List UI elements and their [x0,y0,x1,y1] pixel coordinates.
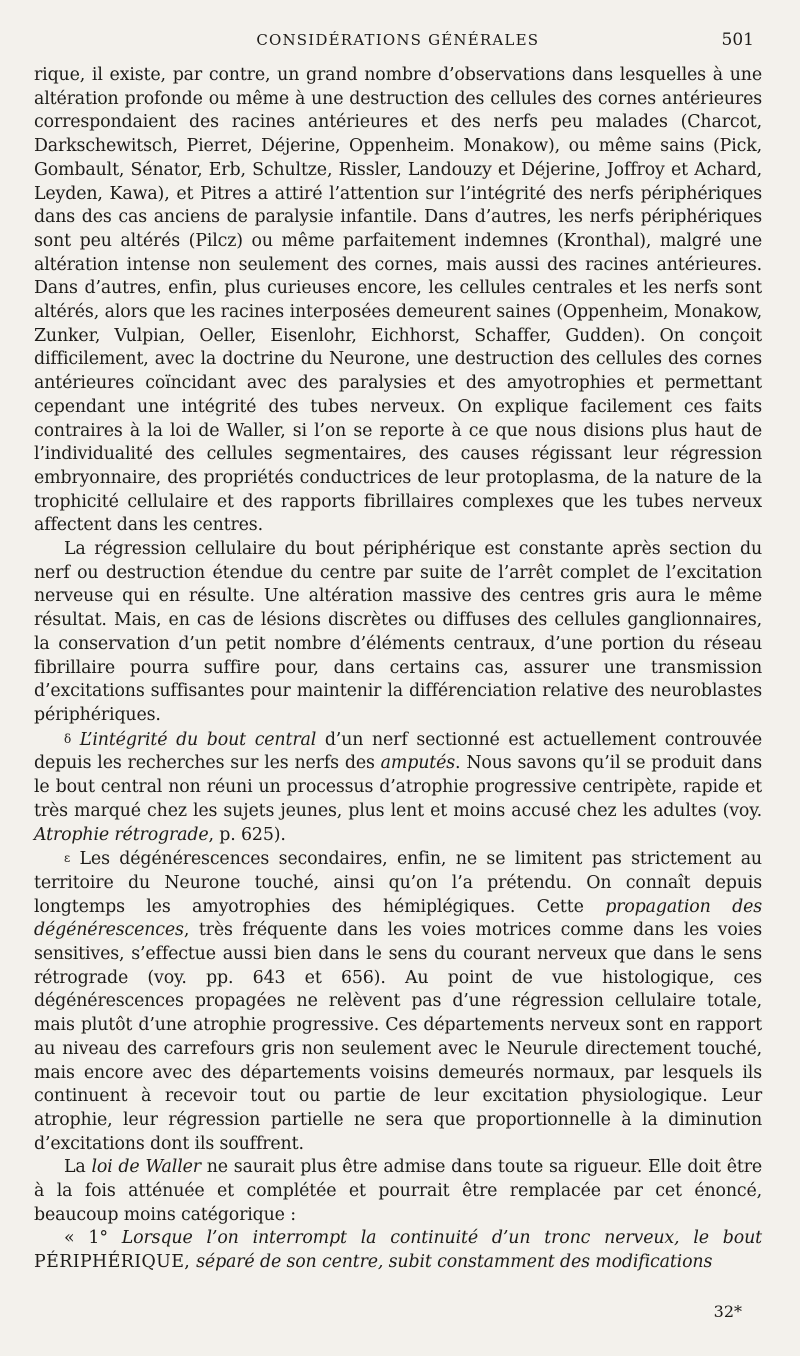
paragraph-5: La loi de Waller ne saurait plus être admise dans toute sa rigueur. Elle doit être à la fois atténuée et complétée et pourrait être remplacée par cet énoncé, beaucoup moins catégorique : [34,1157,762,1225]
paragraph-6: « 1° Lorsque l’on interrompt la continuité d’un tronc nerveux, le bout PÉRIPHÉRIQUE, séparé de son centre, subit constamment des modifications [34,1228,762,1273]
italic-term: propagation des dégénérescences [34,896,762,941]
italic-term: Atrophie rétrograde [34,824,209,845]
paragraph-4: ε Les dégénérescences secondaires, enfin, ne se limitent pas strictement au territoire du Neurone touché, ainsi qu’on l’a prétendu. On connaît depuis longtemps les amyotrophies des hémiplégiques. Cette propagation des dégénérescences, très fréquente dans les voies motrices comme dans les voies sensitives, s’effectue aussi bien dans le sens du courant nerveux que dans le sens rétrograde (voy. pp. 643 et 656). Au point de vue histologique, ces dégénérescences propagées ne relèvent pas d’une régression cellulaire totale, mais plutôt d’une atrophie progressive. Ces départements nerveux sont en rapport au niveau des carrefours gris non seulement avec le Neurule directement touché, mais encore avec des départements voisins demeurés normaux, par lesquels ils continuent à recevoir tout ou partie de leur excitation physiologique. Leur atrophie, leur régression partielle ne sera que proportionnelle à la diminution d’excitations dont ils souffrent. [34,849,762,1154]
paragraph-2: La régression cellulaire du bout périphérique est constante après section du nerf ou destruction étendue du centre par suite de l’arrêt complet de l’excitation nerveuse qui en résulte. Une altération massive des centres gris aura le même résultat. Mais, en cas de lésions discrètes ou diffuses des cellules ganglionnaires, la conservation d’un petit nombre d’éléments centraux, d’une portion du réseau fibrillaire pourra suffire pour, dans certains cas, assurer une transmission d’excitations suffisantes pour maintenir la différenciation relative des neuroblastes périphériques. [34,539,762,725]
paragraph-1: rique, il existe, par contre, un grand nombre d’observations dans lesquelles à une altération profonde ou même à une destruction des cellules des cornes antérieures correspondaient des racines antérieures et des nerfs peu malades (Charcot, Darkschewitsch, Pierret, Déjerine, Oppenheim. Monakow), ou même sains (Pick, Gombault, Sénator, Erb, Schultze, Rissler, Landouzy et Déjerine, Joffroy et Achard, Leyden, Kawa), et Pitres a attiré l’attention sur l’intégrité des nerfs périphériques dans des cas anciens de paralysie infantile. Dans d’autres, les nerfs périphériques sont peu altérés (Pilcz) ou même parfaitement indemnes (Kronthal), malgré une altération intense non seulement des cornes, mais aussi des racines antérieures. Dans d’autres, enfin, plus curieuses encore, les cellules centrales et les nerfs sont altérés, alors que les racines interposées demeurent saines (Oppenheim, Monakow, Zunker, Vulpian, Oeller, Eisenlohr, Eichhorst, Schaffer, Gudden). On conçoit difficilement, avec la doctrine du Neurone, une destruction des cellules des cornes antérieures coïncidant avec des paralysies et des amyotrophies et permettant cependant une intégrité des tubes nerveux. On explique facilement ces faits contraires à la loi de Waller, si l’on se reporte à ce que nous disions plus haut de l’individualité des cellules segmentaires, des causes régissant leur régression embryonnaire, des propriétés conductrices de leur protoplasma, de la nature de la trophicité cellulaire et des rapports fibrillaires complexes que les tubes nerveux affectent dans les centres. [34,65,762,536]
paragraph-marker: δ [64,731,72,746]
page-header [34,30,762,64]
paragraph-marker: ε [64,851,71,866]
italic-term: amputés [380,753,456,774]
printer-signature: 32* [713,1302,742,1321]
italic-term: Lorsque l’on interrompt la continuité d’un tronc nerveux, le bout [121,1228,762,1249]
paragraph-3: δ L’intégrité du bout central d’un nerf sectionné est actuellement controuvée depuis les recherches sur les nerfs des amputés. Nous savons qu’il se produit dans le bout central non réuni un processus d’atrophie progressive centripète, rapide et très marqué chez les sujets jeunes, plus lent et moins accusé chez les adultes (voy. Atrophie rétrograde, p. 625). [34,729,762,845]
page-number: 501 [721,30,754,50]
italic-term: L’intégrité du bout central [79,729,317,750]
italic-term: séparé de son centre, subit constamment des modifications [196,1252,713,1273]
italic-term: loi de Waller [91,1157,201,1178]
body-text [34,64,762,1275]
running-title: CONSIDÉRATIONS GÉNÉRALES [256,31,540,49]
small-caps-term: PÉRIPHÉRIQUE, [34,1252,197,1273]
